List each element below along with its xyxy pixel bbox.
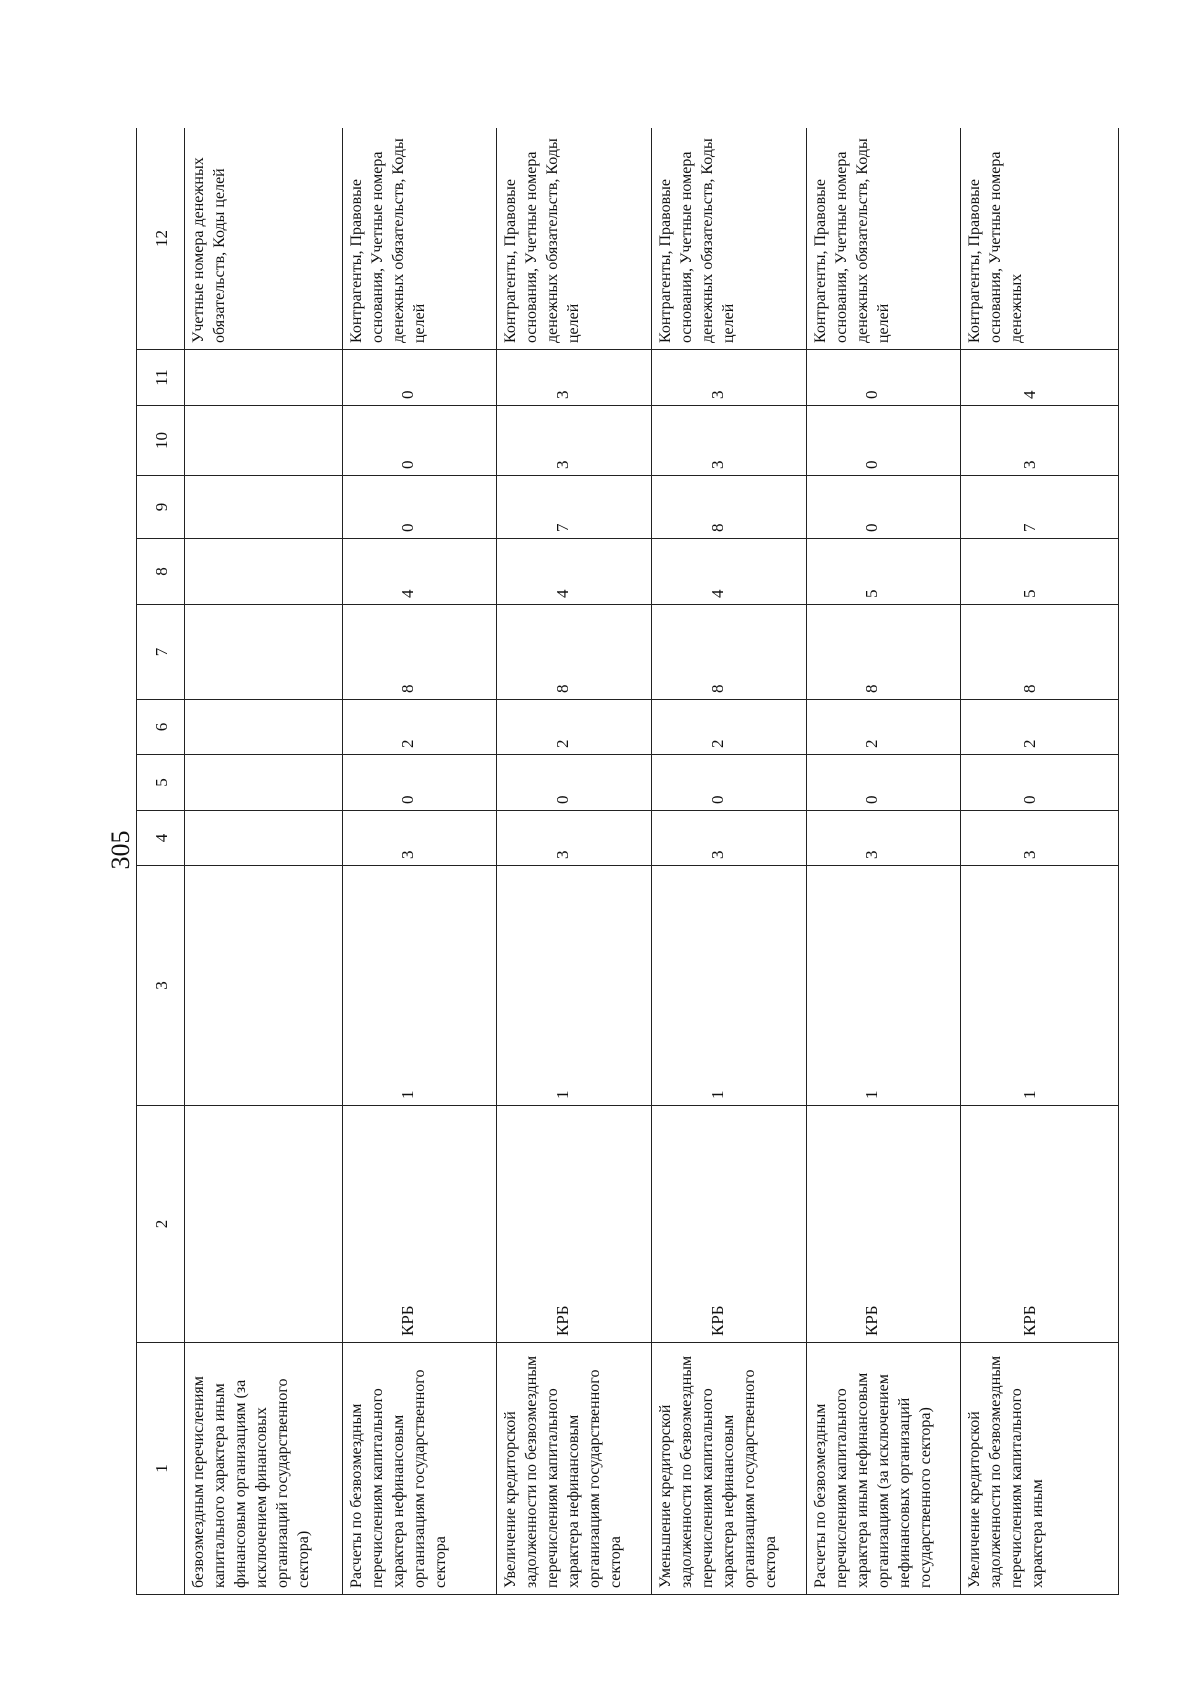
- row-code-digit-7: 8: [652, 605, 807, 700]
- header-col-11: 11: [137, 350, 185, 406]
- header-col-7: 7: [137, 605, 185, 700]
- row-code-digit-4: 3: [342, 811, 497, 866]
- row-code-digit-6: 2: [342, 700, 497, 755]
- row-code-digit-3: [185, 866, 343, 1106]
- row-code-digit-10: 3: [652, 406, 807, 476]
- row-code-digit-9: [185, 476, 343, 539]
- row-code-digit-10: 3: [497, 406, 652, 476]
- row-description: безвозмездным перечислениям капитального характера иным финансовым организациям (за исключением финансовых организаций государственного сектора): [185, 1343, 343, 1595]
- row-code-digit-3: 1: [652, 866, 807, 1106]
- row-code-digit-10: 0: [342, 406, 497, 476]
- row-code-digit-10: 3: [961, 406, 1119, 476]
- row-code-digit-6: 2: [652, 700, 807, 755]
- row-code-digit-5: 0: [342, 755, 497, 811]
- row-code-digit-7: 8: [497, 605, 652, 700]
- header-col-3: 3: [137, 866, 185, 1106]
- row-code-digit-3: 1: [806, 866, 961, 1106]
- row-code-digit-10: 0: [806, 406, 961, 476]
- row-code-digit-5: 0: [806, 755, 961, 811]
- row-code-digit-7: [185, 605, 343, 700]
- row-code-digit-9: 8: [652, 476, 807, 539]
- row-code-digit-3: 1: [497, 866, 652, 1106]
- row-code-digit-5: 0: [652, 755, 807, 811]
- row-description: Расчеты по безвозмездным перечислениям капитального характера нефинансовым организациям государственного сектора: [342, 1343, 497, 1595]
- row-code-digit-8: 4: [342, 539, 497, 605]
- row-code-digit-6: [185, 700, 343, 755]
- row-code-digit-4: 3: [652, 811, 807, 866]
- row-code-digit-5: 0: [961, 755, 1119, 811]
- row-code-digit-9: 7: [961, 476, 1119, 539]
- row-code-digit-7: 8: [806, 605, 961, 700]
- row-code-digit-4: 3: [806, 811, 961, 866]
- row-analytics: Контрагенты, Правовые основания, Учетные номера денежных: [961, 128, 1119, 350]
- table-row: [806, 128, 961, 1595]
- table-row: [652, 128, 807, 1595]
- row-code-digit-9: 0: [342, 476, 497, 539]
- row-code-digit-4: 3: [497, 811, 652, 866]
- row-code-digit-4: 3: [961, 811, 1119, 866]
- row-code-digit-11: [185, 350, 343, 406]
- row-description: Увеличение кредиторской задолженности по безвозмездным перечислениям капитального характера иным: [961, 1343, 1119, 1595]
- row-code-digit-11: 3: [497, 350, 652, 406]
- row-code-digit-3: 1: [961, 866, 1119, 1106]
- row-description: Расчеты по безвозмездным перечислениям капитального характера иным нефинансовым организациям (за исключением нефинансовых организаций государственного сектора): [806, 1343, 961, 1595]
- page-number: 305: [106, 830, 135, 870]
- table-rotated-container: [136, 128, 1119, 1595]
- row-code-digit-6: 2: [961, 700, 1119, 755]
- row-code-digit-11: 3: [652, 350, 807, 406]
- row-code-digit-7: 8: [961, 605, 1119, 700]
- row-code-digit-3: 1: [342, 866, 497, 1106]
- row-code-digit-11: 4: [961, 350, 1119, 406]
- header-col-5: 5: [137, 755, 185, 811]
- row-code-digit-7: 8: [342, 605, 497, 700]
- row-code-digit-6: 2: [806, 700, 961, 755]
- row-code-digit-8: 5: [806, 539, 961, 605]
- row-budget-code: КРБ: [342, 1106, 497, 1343]
- row-budget-code: КРБ: [961, 1106, 1119, 1343]
- row-code-digit-11: 0: [806, 350, 961, 406]
- header-col-9: 9: [137, 476, 185, 539]
- header-col-6: 6: [137, 700, 185, 755]
- header-col-4: 4: [137, 811, 185, 866]
- table-row: [185, 128, 343, 1595]
- header-col-8: 8: [137, 539, 185, 605]
- row-analytics: Учетные номера денежных обязательств, Коды целей: [185, 128, 343, 350]
- row-description: Уменьшение кредиторской задолженности по безвозмездным перечислениям капитального характера нефинансовым организациям государственного сектора: [652, 1343, 807, 1595]
- row-code-digit-5: 0: [497, 755, 652, 811]
- accounts-table: [136, 128, 1119, 1595]
- row-code-digit-8: 4: [652, 539, 807, 605]
- row-analytics: Контрагенты, Правовые основания, Учетные номера денежных обязательств, Коды целей: [806, 128, 961, 350]
- row-description: Увеличение кредиторской задолженности по безвозмездным перечислениям капитального характера нефинансовым организациям государственного сектора: [497, 1343, 652, 1595]
- row-code-digit-6: 2: [497, 700, 652, 755]
- table-header-row: [137, 128, 185, 1595]
- table-viewport: [136, 128, 1119, 1595]
- row-budget-code: КРБ: [652, 1106, 807, 1343]
- header-col-1: 1: [137, 1343, 185, 1595]
- row-analytics: Контрагенты, Правовые основания, Учетные номера денежных обязательств, Коды целей: [497, 128, 652, 350]
- row-code-digit-8: [185, 539, 343, 605]
- header-col-2: 2: [137, 1106, 185, 1343]
- row-budget-code: [185, 1106, 343, 1343]
- table-row: [342, 128, 497, 1595]
- row-analytics: Контрагенты, Правовые основания, Учетные номера денежных обязательств, Коды целей: [652, 128, 807, 350]
- table-row: [497, 128, 652, 1595]
- row-budget-code: КРБ: [806, 1106, 961, 1343]
- row-code-digit-9: 7: [497, 476, 652, 539]
- row-code-digit-8: 4: [497, 539, 652, 605]
- header-col-10: 10: [137, 406, 185, 476]
- row-analytics: Контрагенты, Правовые основания, Учетные номера денежных обязательств, Коды целей: [342, 128, 497, 350]
- row-code-digit-9: 0: [806, 476, 961, 539]
- row-code-digit-10: [185, 406, 343, 476]
- header-col-12: 12: [137, 128, 185, 350]
- row-code-digit-4: [185, 811, 343, 866]
- table-row: [961, 128, 1119, 1595]
- row-code-digit-8: 5: [961, 539, 1119, 605]
- row-code-digit-11: 0: [342, 350, 497, 406]
- row-code-digit-5: [185, 755, 343, 811]
- row-budget-code: КРБ: [497, 1106, 652, 1343]
